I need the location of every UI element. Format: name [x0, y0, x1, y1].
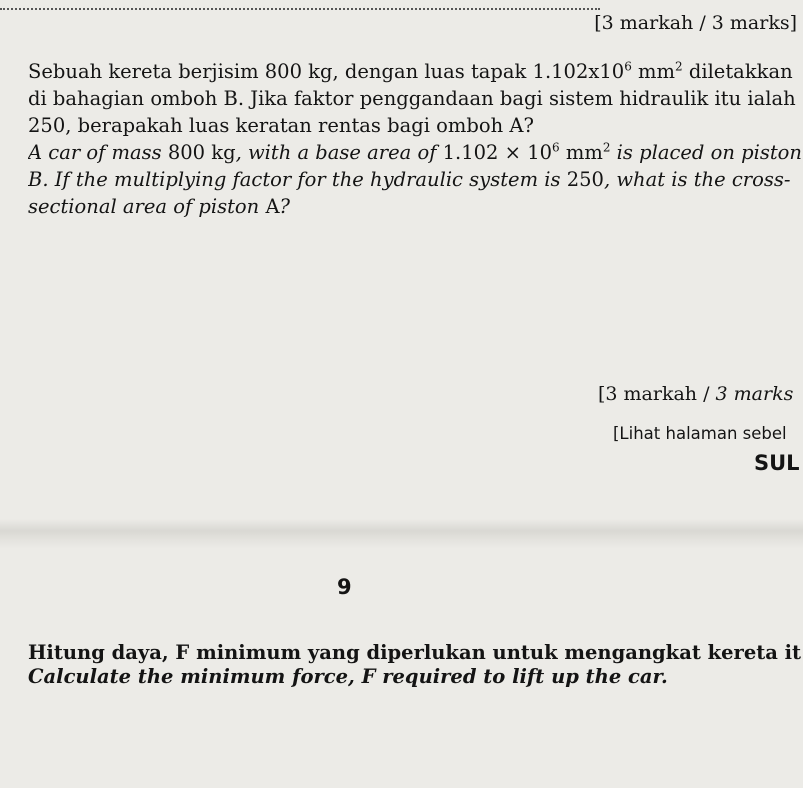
english-line-3-end: ? [279, 195, 290, 218]
english-line-2-text: B. If the multiplying factor for the hydraulic system is [28, 168, 567, 191]
english-line-1-mid: , with a base area of [235, 141, 443, 164]
area-exponent: 6 [624, 59, 632, 74]
marks-english: 3 marks [715, 383, 794, 405]
english-area-unit: mm [559, 141, 603, 164]
question-lower-malay: Hitung daya, F minimum yang diperlukan untuk mengangkat kereta it [28, 641, 802, 664]
malay-line-1-end: diletakkan [682, 60, 793, 83]
area-unit: mm [631, 60, 676, 83]
marks-label-top: [3 markah / 3 marks] [594, 12, 797, 34]
question-lower [28, 641, 803, 689]
english-line-1-end: is placed on piston [610, 141, 802, 164]
page-number: 9 [337, 575, 352, 599]
english-line-2 [28, 166, 803, 193]
english-area-value: 1.102 × 10 [442, 141, 553, 164]
english-line-2-end: , what is the cross- [603, 168, 791, 191]
area-value: 1.102x10 [532, 60, 625, 83]
english-line-1-text: A car of mass [28, 141, 168, 164]
english-area-unit-exponent: 2 [602, 140, 611, 155]
malay-line-3: 250, berapakah luas keratan rentas bagi omboh A? [28, 114, 534, 137]
question-upper [28, 58, 803, 220]
question-lower-english: Calculate the minimum force, F required to lift up the car. [28, 665, 668, 688]
english-piston: A [265, 195, 280, 218]
english-line-3-text: sectional area of piston [28, 195, 266, 218]
marks-malay: [3 markah / [598, 383, 716, 405]
english-area-exponent: 6 [552, 140, 560, 155]
english-factor: 250 [566, 168, 604, 191]
malay-line-2: di bahagian omboh B. Jika faktor penggandaan bagi sistem hidraulik itu ialah [28, 87, 796, 110]
confidential-label: SUL [754, 451, 800, 475]
area-unit-exponent: 2 [675, 59, 683, 74]
malay-line-1-text: Sebuah kereta berjisim 800 kg, dengan luas tapak [28, 60, 533, 83]
english-line-3 [28, 193, 803, 220]
english-line-1 [28, 139, 803, 166]
dotted-rule [0, 8, 600, 10]
see-next-page: [Lihat halaman sebel [613, 424, 787, 443]
malay-line-1 [28, 58, 803, 85]
marks-label-mid [598, 383, 793, 405]
english-mass: 800 kg [167, 141, 236, 164]
page-seam [0, 519, 803, 549]
